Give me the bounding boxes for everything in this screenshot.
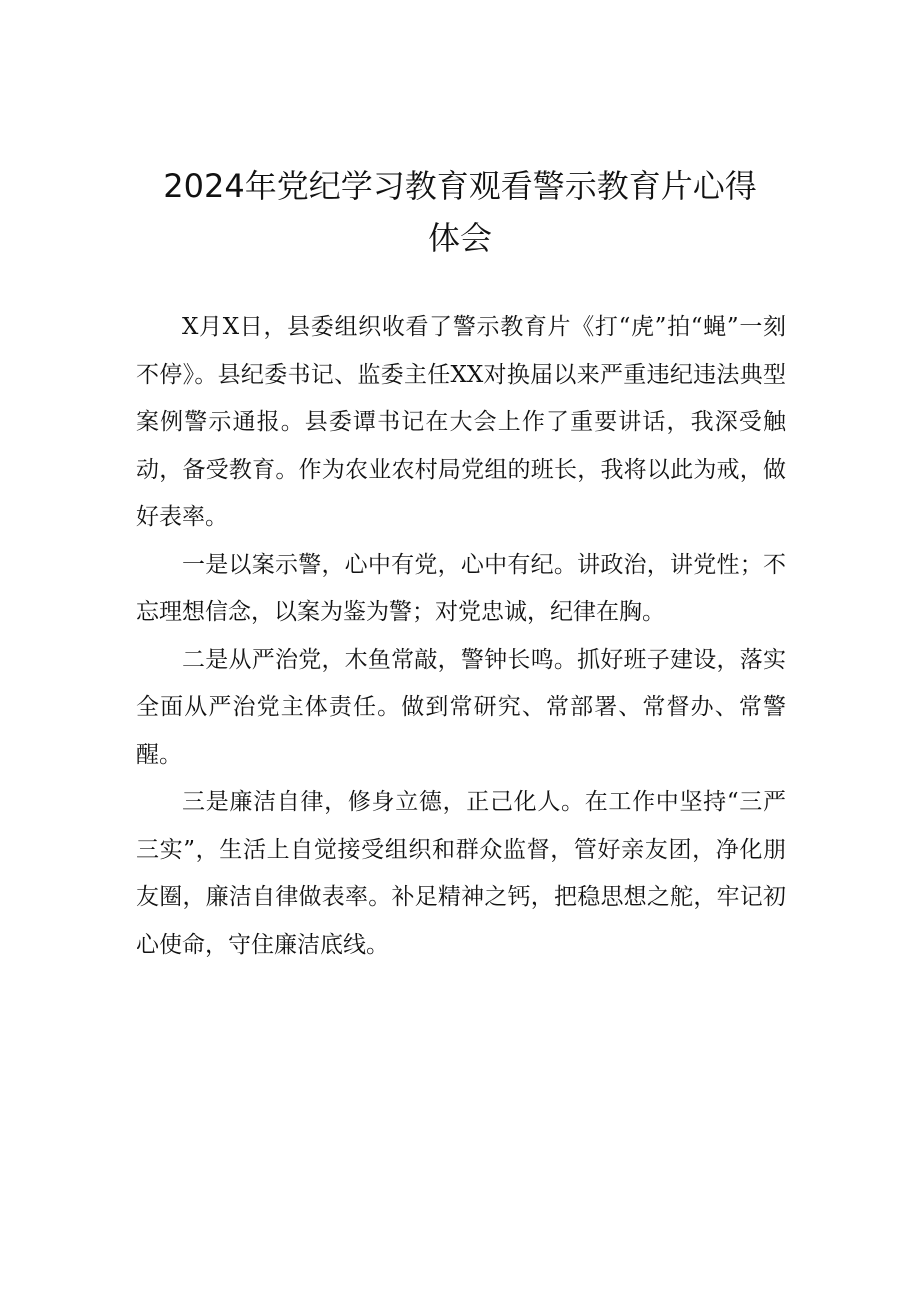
title-line-1: 2024年党纪学习教育观看警示教育片心得 [163, 167, 757, 205]
paragraph-point-3: 三是廉洁自律，修身立德，正己化人。在工作中坚持“三严三实”，生活上自觉接受组织和群众监督，管好亲友团，净化朋友圈，廉洁自律做表率。补足精神之钙，把稳思想之舵，牢记初心使命，守住廉洁底线。 [136, 789, 786, 958]
document-body [136, 304, 786, 969]
paragraph-point-2: 二是从严治党，木鱼常敲，警钟长鸣。抓好班子建设，落实全面从严治党主体责任。做到常研究、常部署、常督办、常警醒。 [136, 646, 786, 768]
paragraph-intro: X月X日，县委组织收看了警示教育片《打“虎”拍“蝇”一刻不停》。县纪委书记、监委主任XX对换届以来严重违纪违法典型案例警示通报。县委谭书记在大会上作了重要讲话，我深受触动，备受教育。作为农业农村局党组的班长，我将以此为戒，做好表率。 [136, 314, 786, 530]
title-line-2: 体会 [427, 219, 492, 257]
document-title [160, 160, 760, 264]
paragraph-point-1: 一是以案示警，心中有党，心中有纪。讲政治，讲党性；不忘理想信念，以案为鉴为警；对党忠诚，纪律在胸。 [136, 551, 786, 625]
